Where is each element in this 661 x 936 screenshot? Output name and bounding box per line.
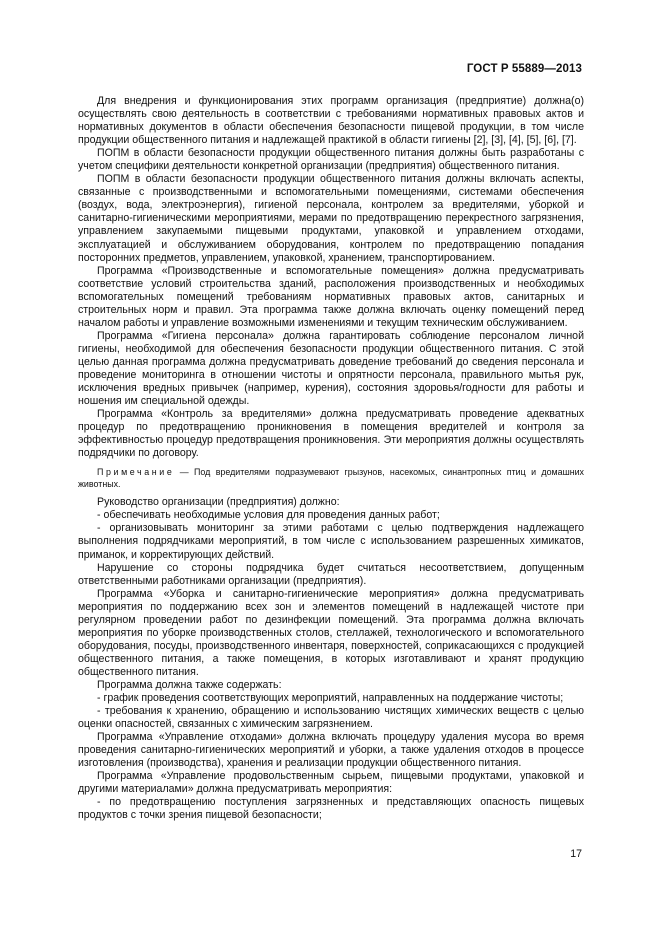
list-item: - график проведения соответствующих мероприятий, направленных на поддержание чистоты;: [97, 692, 564, 705]
note-text: — Под вредителями подразумевают грызунов, насекомых, синантропных птиц и домашних животных.: [78, 467, 584, 489]
page-number: 17: [570, 848, 582, 860]
paragraph: Программа «Уборка и санитарно-гигиенические мероприятия» должна предусматривать мероприятия по поддержанию всех зон и элементов помещений в надлежащей чистоте при регулярном проведении работ по дезинфекции помещений. Эта программа должна включать мероприятия по уборке производственных столов, стеллажей, технологического и вспомогательного оборудования, посуды, производственного инвентаря, поверхностей, соприкасающихся с продукцией общественного питания, а также помещения, в которых изготавливают и хранят продукцию общественного питания.: [78, 587, 584, 678]
paragraph: Программа «Производственные и вспомогательные помещения» должна предусматривать соответствие условий строительства зданий, расположения производственных и необходимых вспомогательных помещений требованиям нормативных правовых актов, санитарных и строительных норм и правил. Эта программа также должна включать оценку помещений перед началом работы и управление возможными изменениями и текущим техническим обслуживанием.: [78, 264, 584, 329]
list-item: - обеспечивать необходимые условия для проведения данных работ;: [97, 509, 440, 522]
paragraph: Для внедрения и функционирования этих программ организация (предприятие) должна(о) осуществлять свою деятельность в соответствии с требованиями нормативных правовых актов и нормативных документов в области обеспечения безопасности пищевой продукции, в том числе продукции общественного питания и надлежащей практикой в области гигиены [2], [3], [4], [5], [6], [7].: [78, 95, 584, 147]
list-item: - требования к хранению, обращению и использованию чистящих химических веществ с целью оценки опасностей, связанных с химическим загрязнением.: [78, 705, 584, 731]
paragraph: ПОПМ в области безопасности продукции общественного питания должны быть разработаны с учетом специфики деятельности конкретной организации (предприятия) общественного питания.: [78, 147, 584, 173]
paragraph: Программа «Гигиена персонала» должна гарантировать соблюдение персоналом личной гигиены, необходимой для обеспечения безопасности продукции общественного питания. С этой целью данная программа должна предусматривать доведение требований до сведения персонала и проведение мониторинга в отношении чистоты и опрятности персонала, правильного мытья рук, исключения вредных привычек (например, курения), состояния здоровья/годности для работы и ношения им специальной одежды.: [78, 329, 584, 408]
paragraph: Программа «Управление отходами» должна включать процедуру удаления мусора во время проведения санитарно-гигиенических мероприятий и уборки, а также удаления отходов в процессе изготовления (производства), хранения и реализации продукции общественного питания.: [78, 731, 584, 770]
body-text: [78, 95, 584, 822]
paragraph: ПОПМ в области безопасности продукции общественного питания должны включать аспекты, связанные с производственными и вспомогательными помещениями, системами обеспечения (воздух, вода, электроэнергия), гигиеной персонала, контролем за вредителями, уборкой и санитарно-гигиеническими мероприятиями, мерами по предотвращению перекрестного загрязнения, управлением закупаемыми пищевыми продуктами, упаковкой и управлением отходами, эксплуатацией и обслуживанием оборудования, контролем по предотвращению попадания посторонних предметов, управлением, упаковкой, хранением, транспортированием.: [78, 173, 584, 264]
paragraph: Нарушение со стороны подрядчика будет считаться несоответствием, допущенным ответственными работниками организации (предприятия).: [78, 561, 584, 587]
paragraph: Программа должна также содержать:: [97, 678, 282, 691]
paragraph: Руководство организации (предприятия) должно:: [97, 496, 340, 509]
paragraph: Программа «Контроль за вредителями» должна предусматривать проведение адекватных процедур по предотвращению проникновения в помещения вредителей и контроля за эффективностью процедур предотвращения проникновения. Эти мероприятия должны осуществлять подрядчики по договору.: [78, 408, 584, 460]
list-item: - по предотвращению поступления загрязненных и представляющих опасность пищевых продуктов с точки зрения пищевой безопасности;: [78, 796, 584, 822]
note-label: Примечание: [97, 467, 175, 478]
paragraph: Программа «Управление продовольственным сырьем, пищевыми продуктами, упаковкой и другими материалами» должна предусматривать мероприятия:: [78, 770, 584, 796]
standard-header: ГОСТ Р 55889—2013: [466, 63, 582, 75]
list-item: - организовывать мониторинг за этими работами с целью подтверждения надлежащего выполнения подрядчиками мероприятий, в том числе с использованием разрешенных химикатов, приманок, и корректирующих действий.: [78, 522, 584, 561]
note: [78, 467, 584, 490]
